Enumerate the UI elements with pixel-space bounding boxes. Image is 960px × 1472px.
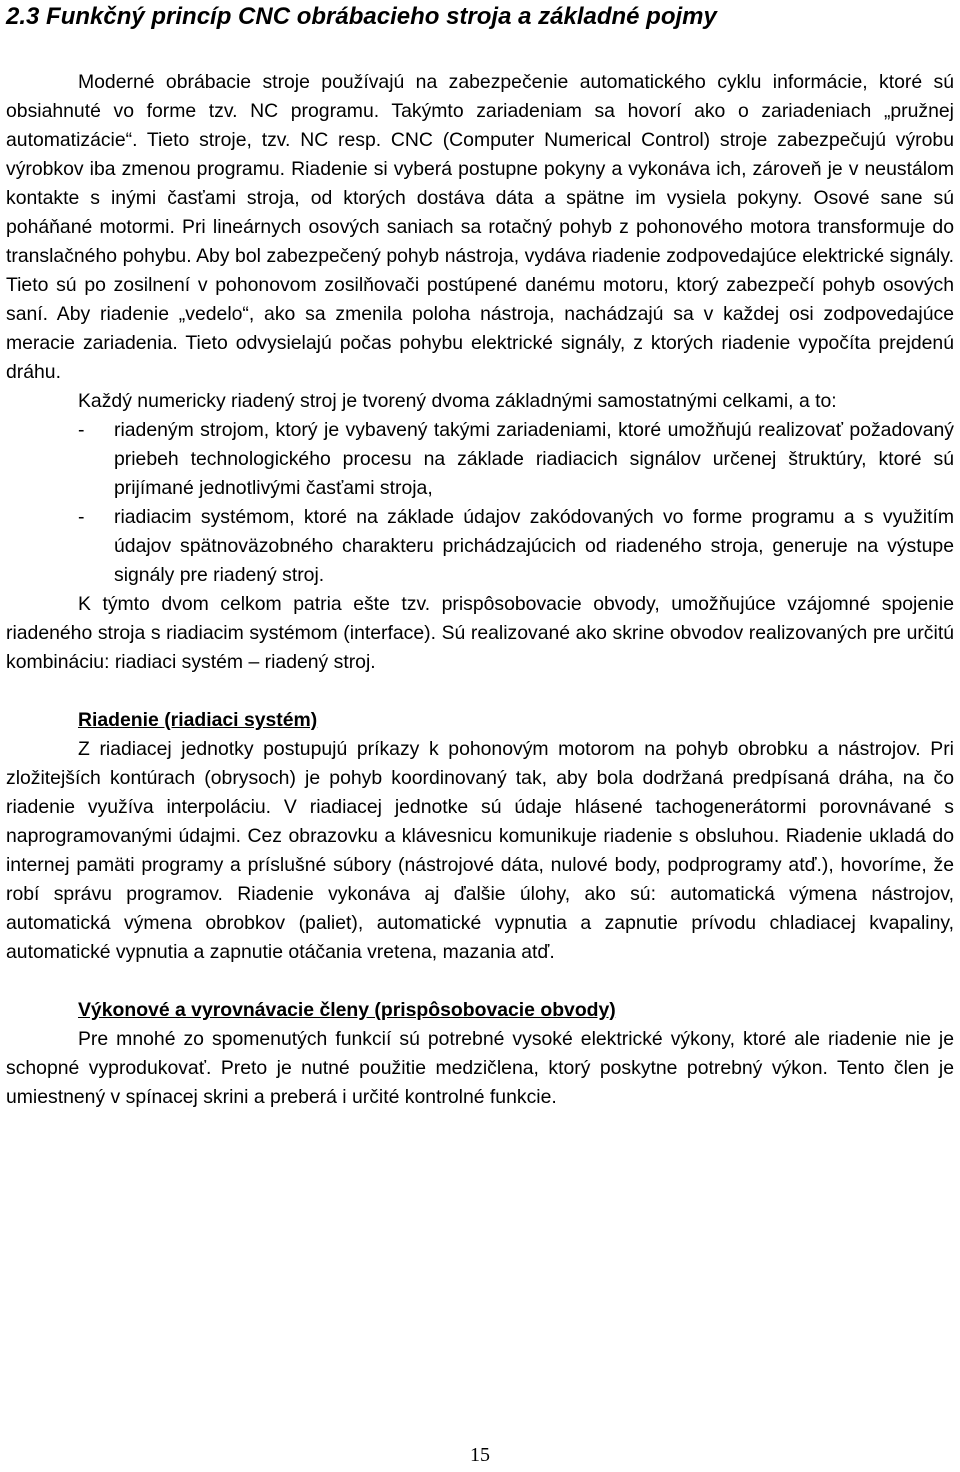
components-list <box>6 416 954 590</box>
list-item-text: riadeným strojom, ktorý je vybavený takými zariadeniami, ktoré umožňujú realizovať požadovaný priebeh technologického procesu na základe riadiacich signálov určenej štruktúry, ktoré sú prijímané jednotlivými časťami stroja, <box>114 419 954 499</box>
body-text <box>6 68 954 1112</box>
chapter-heading: 2.3 Funkčný princíp CNC obrábacieho stroja a základné pojmy <box>6 3 717 30</box>
intro-paragraph-1: Moderné obrábacie stroje používajú na zabezpečenie automatického cyklu informácie, ktoré sú obsiahnuté vo forme tzv. NC programu. Takýmto zariadeniam sa hovorí ako o zariadeniach „pružnej automatizácie“. Tieto stroje, tzv. NC resp. CNC (Computer Numerical Control) stroje zabezpečujú výrobu výrobkov iba zmenou programu. Riadenie si vyberá postupne pokyny a vykonáva ich, zároveň je v neustálom kontakte s inými časťami stroja, od ktorých dostáva dáta a spätne im vysiela pokyny. Osové sane sú poháňané motormi. Pri lineárnych osových saniach sa rotačný pohyb z pohonového motora transformuje do translačného pohybu. Aby bol zabezpečený pohyb nástroja, vydáva riadenie zodpovedajúce elektrické signály. Tieto sú po zosilnení v pohonovom zosilňovači postúpené danému motoru, ktorý zabezpečí pohyb osových saní. Aby riadenie „vedelo“, ako sa zmenila poloha nástroja, nachádzajú sa v každej osi zodpovedajúce meracie zariadenia. Tieto odvysielajú počas pohybu elektrické signály, z ktorých riadenie vypočíta prejdenú dráhu. <box>6 71 954 383</box>
list-dash: - <box>78 419 85 441</box>
list-dash: - <box>78 506 85 528</box>
list-item-text: riadiacim systémom, ktoré na základe údajov zakódovaných vo forme programu a s využitím údajov spätnoväzobného charakteru prichádzajúcich od riadeného stroja, generuje na výstupe signály pre riadený stroj. <box>114 506 954 586</box>
intro-paragraph-2: Každý numericky riadený stroj je tvorený dvoma základnými samostatnými celkami, a to: <box>78 390 837 412</box>
page-number: 15 <box>470 1444 490 1466</box>
list-item <box>6 416 954 503</box>
section-title-power: Výkonové a vyrovnávacie členy (prispôsobovacie obvody) <box>78 999 616 1021</box>
document-page <box>6 0 954 1112</box>
section-title-control: Riadenie (riadiaci systém) <box>78 709 318 731</box>
section-power-paragraph: Pre mnohé zo spomenutých funkcií sú potrebné vysoké elektrické výkony, ktoré ale riadenie nie je schopné vyprodukovať. Preto je nutné použitie medzičlena, ktorý poskytne potrebný výkon. Tento člen je umiestnený v spínacej skrini a preberá i určité kontrolné funkcie. <box>6 1028 954 1108</box>
list-item <box>6 503 954 590</box>
section-control-paragraph: Z riadiacej jednotky postupujú príkazy k pohonovým motorom na pohyb obrobku a nástrojov. Pri zložitejších kontúrach (obrysoch) je pohyb koordinovaný tak, aby bola dodržaná predpísaná dráha, na čo riadenie využíva interpoláciu. V riadiacej jednotke sú údaje hlásené tachogenerátormi porovnávané s naprogramovanými údajmi. Cez obrazovku a klávesnicu komunikuje riadenie s obsluhou. Riadenie ukladá do internej pamäti programy a príslušné súbory (nástrojové dáta, nulové body, podprogramy atď.), hovoríme, že robí správu programov. Riadenie vykonáva aj ďalšie úlohy, ako sú: automatická výmena nástrojov, automatická výmena obrobkov (paliet), automatické vypnutia a zapnutie prívodu chladiacej kvapaliny, automatické vypnutia a zapnutie otáčania vretena, mazania atď. <box>6 738 954 963</box>
intro-paragraph-3: K týmto dvom celkom patria ešte tzv. prispôsobovacie obvody, umožňujúce vzájomné spojenie riadeného stroja s riadiacim systémom (interface). Sú realizované ako skrine obvodov realizovaných pre určitú kombináciu: riadiaci systém – riadený stroj. <box>6 593 954 673</box>
